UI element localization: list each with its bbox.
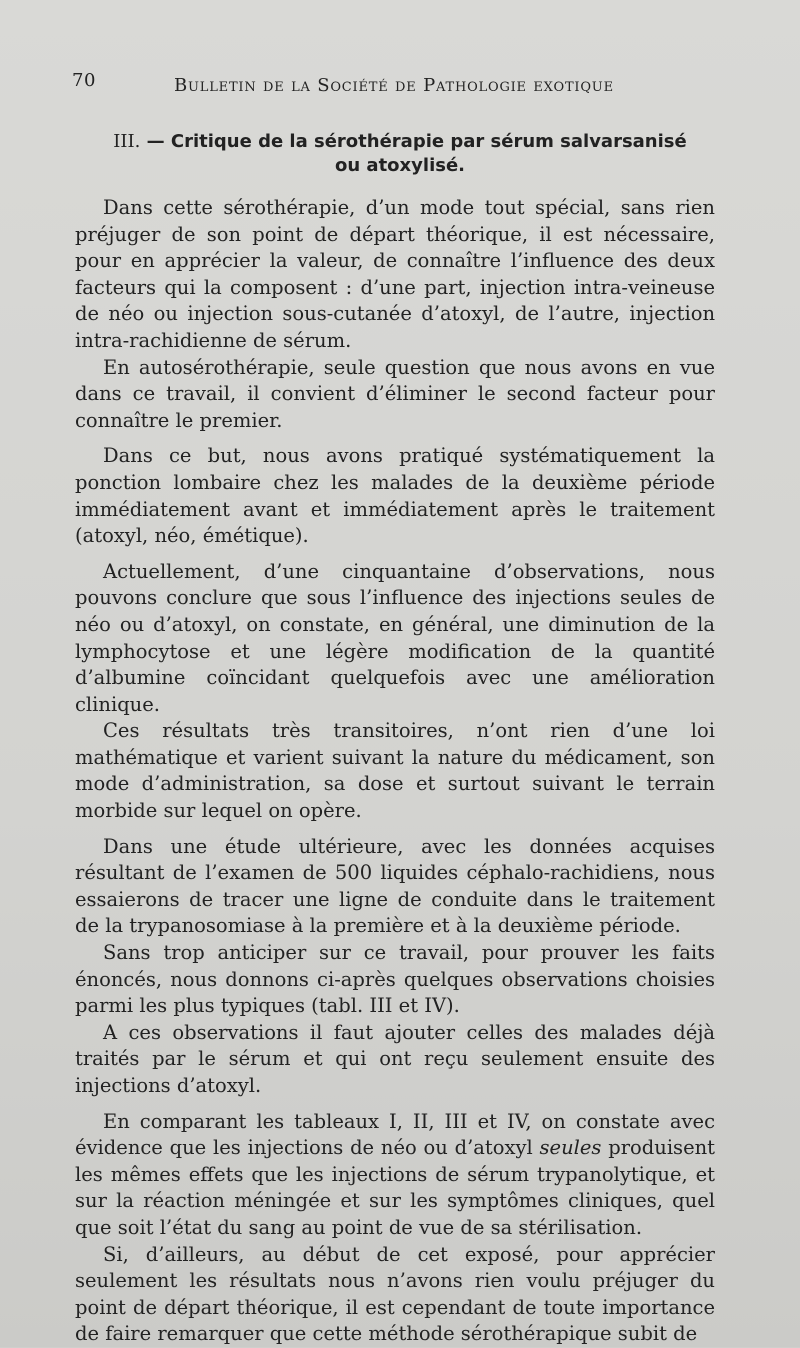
section-title-text: — Critique de la sérothérapie par sérum salvarsanisé xyxy=(140,131,687,152)
running-title: Bulletin de la Société de Pathologie exotique xyxy=(174,75,614,96)
paragraph: Dans une étude ultérieure, avec les données acquises résultant de l’examen de 500 liquides céphalo-rachidiens, nous essaierons de tracer une ligne de conduite dans le traitement de la trypanosomiase à la première et à la deuxième période. xyxy=(75,834,715,938)
paragraph: Ces résultats très transitoires, n’ont rien d’une loi mathématique et varient suivant la nature du médicament, son mode d’administration, sa dose et surtout suivant le terrain morbide sur lequel on opère. xyxy=(75,719,715,823)
paragraph: En autosérothérapie, seule question que nous avons en vue dans ce travail, il convient d’éliminer le second facteur pour connaître le premier. xyxy=(75,355,715,432)
paragraph: A ces observations il faut ajouter celles des malades déjà traités par le sérum et qui ont reçu seulement ensuite des injections d’atoxyl. xyxy=(75,1020,715,1097)
page-number: 70 xyxy=(72,70,96,91)
body-text xyxy=(75,195,715,1348)
comparison-text-after: produisent les mêmes effets que les injections de sérum trypanolytique, et sur la réaction méningée et sur les symptômes cliniques, quel que soit l’état du sang au point de vue de sa stérilisation. xyxy=(75,1136,715,1239)
running-header xyxy=(72,70,742,100)
section-number: III. xyxy=(113,131,141,152)
paragraph: Dans ce but, nous avons pratiqué systématiquement la ponction lombaire chez les malades de la deuxième période immédiatement avant et immédiatement après le traitement (atoxyl, néo, émétique). xyxy=(75,444,715,548)
paragraph: Dans cette sérothérapie, d’un mode tout spécial, sans rien préjuger de son point de départ théorique, il est nécessaire, pour en apprécier la valeur, de connaître l’influence des deux facteurs qui la composent : d’une part, injection intra-veineuse de néo ou injection sous-cutanée d’atoxyl, de l’autre, injection intra-rachidienne de sérum. xyxy=(75,196,715,352)
paragraph: Sans trop anticiper sur ce travail, pour prouver les faits énoncés, nous donnons ci-après quelques observations choisies parmi les plus typiques (tabl. III et IV). xyxy=(75,941,715,1018)
paragraph: Si, d’ailleurs, au début de cet exposé, pour apprécier seulement les résultats nous n’avons rien voulu préjuger du point de départ théorique, il est cependant de toute importance de faire remarquer que cette méthode sérothérapique subit de xyxy=(75,1242,715,1346)
section-heading xyxy=(80,130,720,178)
paragraph-comparison xyxy=(75,1109,715,1242)
paragraph: Actuellement, d’une cinquantaine d’observations, nous pouvons conclure que sous l’influence des injections seules de néo ou d’atoxyl, on constate, en général, une diminution de la lymphocytose et une légère modification de la quantité d’albumine coïncidant quelquefois avec une amélioration clinique. xyxy=(75,559,715,716)
section-heading-line-1 xyxy=(80,130,720,154)
comparison-text-before: En comparant les tableaux I, II, III et IV, on constate avec évidence que les injections de néo ou d’atoxyl xyxy=(75,1109,715,1160)
section-heading-line-2: ou atoxylisé. xyxy=(334,155,465,176)
comparison-emphasis: seules xyxy=(539,1136,602,1160)
